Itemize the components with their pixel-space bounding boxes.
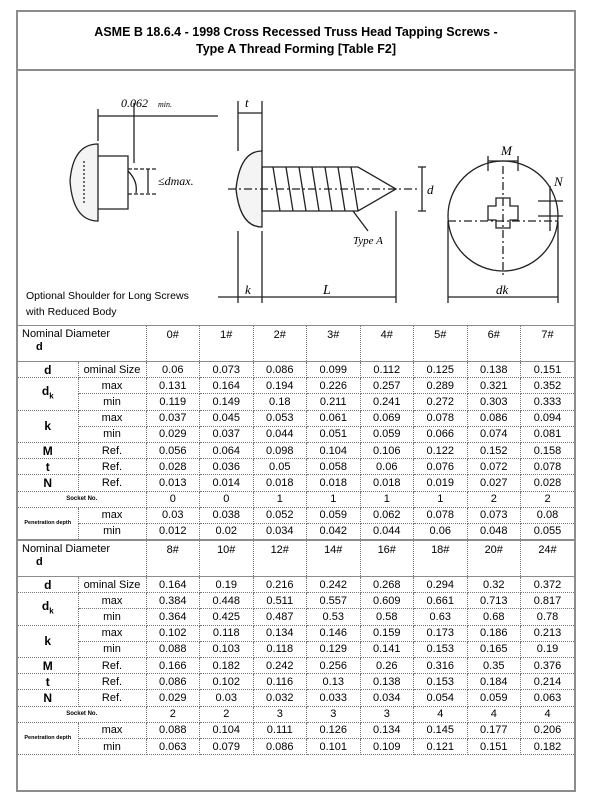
table-cell: 0.129 [307,641,361,657]
table-cell: 0.018 [360,475,414,491]
table-cell: 4 [414,706,468,722]
row-symbol [18,362,78,378]
table-cell: 0.034 [360,690,414,706]
table-cell: 0.044 [360,523,414,540]
table-cell: 0.045 [200,410,254,426]
table-cell: 0.184 [467,674,521,690]
table-cell: 0.119 [146,394,200,410]
symbol-text: k [44,634,52,649]
table-cell: 0.151 [467,738,521,754]
table-cell: 0.081 [521,426,575,442]
table-cell: 0.019 [414,475,468,491]
symbol-subscript: k [49,606,54,616]
table-cell: 0.094 [521,410,575,426]
table-cell: 0.146 [307,625,361,641]
row-label: Ref. [78,442,146,458]
size-header: 1# [200,326,254,362]
table-cell: 0.166 [146,658,200,674]
row-label: Ref. [78,459,146,475]
table-cell: 2 [467,491,521,507]
row-symbol [18,625,78,657]
row-dk-min [18,394,574,410]
table-cell: 0.186 [467,625,521,641]
table-cell: 0.051 [307,426,361,442]
table-cell: 0.216 [253,577,307,593]
table-cell: 0.037 [146,410,200,426]
table-cell: 0.376 [521,658,575,674]
table-cell: 0.112 [360,362,414,378]
table-cell: 0.13 [307,674,361,690]
size-header: 14# [307,540,361,577]
symbol-text: t [45,459,50,474]
table-cell: 0.044 [253,426,307,442]
table-cell: 0.289 [414,378,468,394]
table-cell: 0.448 [200,593,254,609]
table-cell: 0.06 [414,523,468,540]
row-label: min [78,394,146,410]
table-cell: 0 [146,491,200,507]
table-cell: 0.206 [521,722,575,738]
d-label: d [427,182,434,197]
table-cell: 0.018 [253,475,307,491]
table-cell: 0.18 [253,394,307,410]
table-cell: 0.78 [521,609,575,625]
table-cell: 0.241 [360,394,414,410]
table-cell: 0.384 [146,593,200,609]
socket-label: Socket No. [18,491,146,507]
size-header: 2# [253,326,307,362]
size-header: 5# [414,326,468,362]
row-symbol [18,459,78,475]
size-header: 4# [360,326,414,362]
table-cell: 0.086 [253,738,307,754]
table-cell: 0.062 [360,507,414,523]
table-cell: 0.06 [360,459,414,475]
dk-label: dk [496,282,509,297]
table-cell: 4 [467,706,521,722]
table-cell: 0.294 [414,577,468,593]
table-cell: 0.151 [521,362,575,378]
table-cell: 0.214 [521,674,575,690]
table-cell: 0.029 [146,690,200,706]
row-label: Ref. [78,475,146,491]
screw-drawing-svg [18,71,574,325]
table-cell: 0.059 [467,690,521,706]
table-cell: 0.177 [467,722,521,738]
table-cell: 0.134 [253,625,307,641]
table-cell: 0.364 [146,609,200,625]
table-cell: 0.321 [467,378,521,394]
table-cell: 0.106 [360,442,414,458]
row-t [18,674,574,690]
row-symbol [18,722,78,754]
table-cell: 0.099 [307,362,361,378]
table-cell: 1 [360,491,414,507]
row-label: ominal Size [78,362,146,378]
table-cell: 0.053 [253,410,307,426]
table-cell: 0.372 [521,577,575,593]
screw-drawing [18,71,574,326]
table-cell: 0.352 [521,378,575,394]
symbol-text: N [43,475,53,490]
row-k-min [18,426,574,442]
table-cell: 0.149 [200,394,254,410]
table-cell: 0.111 [253,722,307,738]
table-cell: 0.122 [414,442,468,458]
table-cell: 0.256 [307,658,361,674]
table-cell: 0.06 [146,362,200,378]
n-label: N [554,174,563,189]
row-penetration-min [18,523,574,540]
row-label: min [78,641,146,657]
table-cell: 0.103 [200,641,254,657]
table-cell: 0.116 [253,674,307,690]
row-label: min [78,426,146,442]
size-header: 10# [200,540,254,577]
size-header: 16# [360,540,414,577]
row-socket [18,706,574,722]
table-cell: 0.03 [200,690,254,706]
table-cell: 0.58 [360,609,414,625]
caption-line-1: Optional Shoulder for Long Screws [26,290,189,302]
row-penetration-max [18,722,574,738]
table-cell: 0.182 [521,738,575,754]
table-cell: 0.038 [200,507,254,523]
table-cell: 0.048 [467,523,521,540]
row-label: max [78,507,146,523]
table-cell: 0.028 [146,459,200,475]
table-cell: 0.131 [146,378,200,394]
nominal-diameter-symbol: d [36,556,43,569]
nominal-diameter-label: Nominal Diameter [22,328,111,340]
table-cell: 0.118 [253,641,307,657]
table-cell: 0.104 [200,722,254,738]
head-top-view [448,156,563,303]
table-cell: 0.088 [146,722,200,738]
table-cell: 0.182 [200,658,254,674]
table-cell: 0.125 [414,362,468,378]
nominal-diameter-symbol: d [36,341,43,353]
table-cell: 0.063 [146,738,200,754]
header-row [18,326,574,362]
table-cell: 0.059 [307,507,361,523]
row-symbol [18,475,78,491]
table-cell: 0 [200,491,254,507]
symbol-text: M [42,443,53,458]
table-cell: 0.35 [467,658,521,674]
size-header: 6# [467,326,521,362]
symbol-text: d [41,599,50,614]
table-cell: 0.158 [521,442,575,458]
title-line-2: Type A Thread Forming [Table F2] [195,41,396,56]
row-n [18,475,574,491]
table-cell: 0.126 [307,722,361,738]
row-label: ominal Size [78,577,146,593]
table-cell: 0.272 [414,394,468,410]
size-header: 18# [414,540,468,577]
table-cell: 0.066 [414,426,468,442]
row-m [18,658,574,674]
table-cell: 0.088 [146,641,200,657]
table-cell: 0.104 [307,442,361,458]
table-cell: 0.061 [307,410,361,426]
row-label: Ref. [78,674,146,690]
table-cell: 0.268 [360,577,414,593]
table-cell: 0.333 [521,394,575,410]
table-cell: 0.226 [307,378,361,394]
table-cell: 0.817 [521,593,575,609]
table-cell: 0.102 [146,625,200,641]
table-cell: 0.034 [253,523,307,540]
symbol-text: M [42,658,53,673]
table-cell: 0.078 [414,410,468,426]
table-cell: 0.029 [146,426,200,442]
nominal-diameter-header [18,540,146,577]
table-cell: 0.53 [307,609,361,625]
table-cell: 0.138 [360,674,414,690]
row-label: max [78,378,146,394]
row-penetration-max [18,507,574,523]
caption-line-2: with Reduced Body [26,306,117,318]
table-cell: 0.086 [146,674,200,690]
size-header: 3# [307,326,361,362]
table-cell: 2 [521,491,575,507]
table-cell: 3 [307,706,361,722]
l-label: L [323,283,331,298]
symbol-text: d [44,577,52,592]
size-header: 7# [521,326,575,362]
table-cell: 0.012 [146,523,200,540]
table-cell: 0.073 [200,362,254,378]
table-cell: 0.059 [360,426,414,442]
table-cell: 0.072 [467,459,521,475]
page-title [18,12,574,71]
table-cell: 0.08 [521,507,575,523]
row-label: min [78,738,146,754]
table-cell: 0.511 [253,593,307,609]
table-cell: 0.609 [360,593,414,609]
row-label: min [78,609,146,625]
table-cell: 0.134 [360,722,414,738]
row-symbol [18,378,78,410]
table-cell: 1 [414,491,468,507]
penetration-label: Penetration depth [24,735,72,742]
table-cell: 0.086 [467,410,521,426]
shoulder-view [70,103,218,221]
row-k-max [18,625,574,641]
row-symbol [18,658,78,674]
table-cell: 0.194 [253,378,307,394]
table-cell: 0.076 [414,459,468,475]
table-cell: 3 [253,706,307,722]
symbol-text: t [45,674,50,689]
table-cell: 0.036 [200,459,254,475]
table-cell: 0.101 [307,738,361,754]
table-cell: 0.425 [200,609,254,625]
row-label: max [78,593,146,609]
size-header: 0# [146,326,200,362]
table-cell: 4 [521,706,575,722]
table-cell: 0.153 [414,674,468,690]
table-cell: 0.056 [146,442,200,458]
row-label: Ref. [78,690,146,706]
table-cell: 0.19 [521,641,575,657]
screw-side-view [218,101,426,303]
symbol-text: N [43,690,53,705]
table-cell: 0.141 [360,641,414,657]
table-cell: 0.121 [414,738,468,754]
table-cell: 3 [360,706,414,722]
row-symbol [18,593,78,625]
penetration-label: Penetration depth [24,520,72,527]
row-dk-max [18,378,574,394]
table-cell: 0.118 [200,625,254,641]
spec-sheet [16,10,576,792]
table-cell: 0.32 [467,577,521,593]
table-cell: 0.027 [467,475,521,491]
table-cell: 0.028 [521,475,575,491]
table-cell: 2 [200,706,254,722]
row-k-min [18,641,574,657]
table-cell: 0.165 [467,641,521,657]
table-cell: 0.05 [253,459,307,475]
table-cell: 0.042 [307,523,361,540]
shoulder-dimension: 0.062 [121,96,148,110]
table-cell: 0.064 [200,442,254,458]
row-symbol [18,690,78,706]
row-label: min [78,523,146,540]
table-cell: 0.063 [521,690,575,706]
symbol-text: d [44,362,52,377]
row-dk-max [18,593,574,609]
row-socket [18,491,574,507]
table-cell: 0.173 [414,625,468,641]
table-cell: 0.164 [146,577,200,593]
table-cell: 0.033 [307,690,361,706]
row-dk-min [18,609,574,625]
row-label: Ref. [78,658,146,674]
table-cell: 0.032 [253,690,307,706]
row-m [18,442,574,458]
table-cell: 0.26 [360,658,414,674]
table-cell: 0.145 [414,722,468,738]
row-t [18,459,574,475]
symbol-text: d [41,384,50,399]
size-header: 12# [253,540,307,577]
table-cell: 0.213 [521,625,575,641]
table-cell: 0.098 [253,442,307,458]
table-cell: 0.02 [200,523,254,540]
table-cell: 0.19 [200,577,254,593]
row-label: max [78,722,146,738]
k-label: k [245,282,251,297]
table-cell: 0.242 [307,577,361,593]
table-cell: 0.109 [360,738,414,754]
table-cell: 0.316 [414,658,468,674]
table-cell: 1 [307,491,361,507]
size-header: 8# [146,540,200,577]
row-k-max [18,410,574,426]
table-cell: 0.102 [200,674,254,690]
row-nominal-size [18,577,574,593]
table-cell: 0.054 [414,690,468,706]
table-cell: 0.211 [307,394,361,410]
d-max-label: ≤dmax. [158,174,194,188]
table-cell: 0.557 [307,593,361,609]
table-cell: 0.018 [307,475,361,491]
table-cell: 0.153 [414,641,468,657]
table-cell: 0.661 [414,593,468,609]
header-row [18,540,574,577]
dimension-table [18,326,574,755]
table-cell: 0.013 [146,475,200,491]
table-cell: 0.073 [467,507,521,523]
socket-label: Socket No. [18,706,146,722]
table-cell: 0.159 [360,625,414,641]
row-penetration-min [18,738,574,754]
table-cell: 0.078 [521,459,575,475]
row-symbol [18,410,78,442]
table-cell: 0.03 [146,507,200,523]
table-cell: 2 [146,706,200,722]
size-header: 20# [467,540,521,577]
row-n [18,690,574,706]
t-label: t [245,95,249,110]
row-label: max [78,625,146,641]
table-cell: 0.257 [360,378,414,394]
nominal-diameter-header [18,326,146,362]
shoulder-dimension-suffix: min. [158,100,172,109]
table-cell: 0.303 [467,394,521,410]
table-cell: 0.037 [200,426,254,442]
symbol-text: k [44,419,52,434]
table-cell: 0.68 [467,609,521,625]
symbol-subscript: k [49,391,54,401]
table-cell: 0.014 [200,475,254,491]
table-cell: 0.713 [467,593,521,609]
table-cell: 0.487 [253,609,307,625]
type-label: Type A [353,235,383,247]
row-nominal-size [18,362,574,378]
table-cell: 0.074 [467,426,521,442]
nominal-diameter-label: Nominal Diameter [22,543,111,556]
table-cell: 0.242 [253,658,307,674]
row-symbol [18,577,78,593]
table-cell: 1 [253,491,307,507]
row-symbol [18,674,78,690]
table-cell: 0.63 [414,609,468,625]
row-label: max [78,410,146,426]
table-cell: 0.069 [360,410,414,426]
row-symbol [18,442,78,458]
title-line-1: ASME B 18.6.4 - 1998 Cross Recessed Truss Head Tapping Screws - [94,24,498,39]
table-cell: 0.138 [467,362,521,378]
table-cell: 0.052 [253,507,307,523]
m-label: M [501,143,512,158]
row-symbol [18,507,78,540]
table-cell: 0.086 [253,362,307,378]
table-cell: 0.058 [307,459,361,475]
table-cell: 0.164 [200,378,254,394]
table-cell: 0.055 [521,523,575,540]
table-cell: 0.079 [200,738,254,754]
table-cell: 0.078 [414,507,468,523]
table-cell: 0.152 [467,442,521,458]
size-header: 24# [521,540,575,577]
